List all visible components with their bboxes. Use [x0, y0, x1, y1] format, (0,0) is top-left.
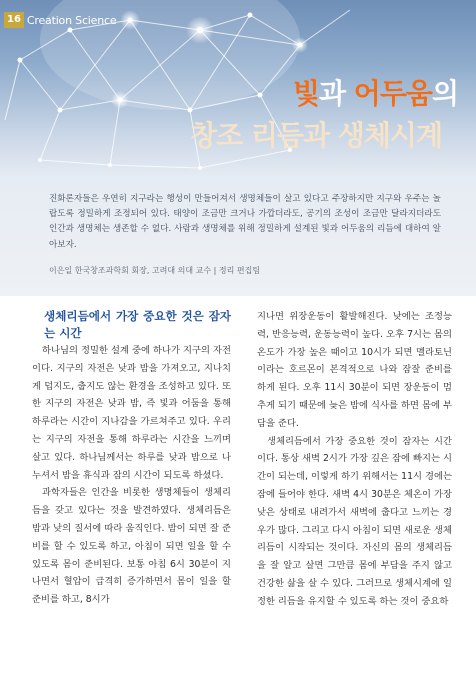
- title-word-darkness: 어두움: [353, 77, 432, 110]
- title-word-light: 빛: [292, 77, 319, 110]
- article-column-left: [32, 308, 231, 609]
- intro-text: 진화론자들은 우연히 지구라는 행성이 만들어져서 생명체들이 살고 있다고 주장하지만 지구와 우주는 놀랍도록 정밀하게 조정되어 있다. 태양이 조금만 크거나 가깝더라도, 공기의 조성이 조금만 달라지더라도 인간과 생명체는 생존할 수 없다. 사람과 생명체를 위해 정밀하게 설계된 빛과 어두움의 리듬에 대하여 알아보자.: [49, 194, 441, 250]
- title-particle: 의: [431, 77, 458, 110]
- author-credit: 이은일 한국창조과학회 회장, 고려대 의대 교수 | 정리 편집팀: [49, 266, 261, 275]
- article-paragraph: 생체리듬에서 가장 중요한 것이 잠자는 시간이다. 통상 새벽 2시가 가장 깊은 잠에 빠지는 시간이 되는데, 이렇게 하기 위해서는 11시 경에는 잠에 들어야 한다. 새벽 4시 30분은 체온이 가장 낮은 상태로 내려가서 새벽에 춥다고 느끼는 경우가 많다. 그리고 다시 아침이 되면 새로운 생체리듬이 시작되는 것이다. 자신의 몸의 생체리듬을 잘 알고 살면 그만큼 몸에 부담을 주지 않고 건강한 삶을 살 수 있다. 그러므로 생체시계에 일정한 리듬을 유지할 수 있도록 하는 것이 중요하: [257, 435, 452, 607]
- section-tag: [4, 12, 116, 28]
- title-connector-and: 과: [318, 77, 354, 110]
- article-subheading: 생체리듬에서 가장 중요한 것은 잠자는 시간: [44, 309, 231, 340]
- hero-banner: [0, 0, 476, 178]
- section-label: Creation Science: [26, 13, 117, 27]
- article-paragraph: 과학자들은 인간을 비롯한 생명체들이 생체리듬을 갖고 있다는 것을 발견하였다. 생체리듬은 밤과 낮의 질서에 따라 움직인다. 밤이 되면 잘 준비를 할 수 있도록 하고, 아침이 되면 일을 할 수 있도록 몸이 준비된다. 보통 아침 6시 30분이 지나면서 혈압이 급격히 증가하면서 몸이 일을 할 준비를 하고, 8시가: [32, 487, 231, 606]
- article-paragraph: 지나면 위장운동이 활발해진다. 낮에는 조정능력, 반응능력, 운동능력이 높다. 오후 7시는 몸의 온도가 가장 높은 때이고 10시가 되면 멜라토닌이라는 호르몬이 본격적으로 나와 잠잘 준비를 하게 된다. 오후 11시 30분이 되면 장운동이 멈추게 되기 때문에 늦은 밤에 식사를 하면 몸에 부담을 준다.: [257, 311, 452, 429]
- title-line-2: 창조 리듬과 생체시계: [190, 119, 442, 152]
- article-paragraph: 하나님의 정밀한 설계 중에 하나가 지구의 자전이다. 지구의 자전은 낮과 밤을 가져오고, 지나치게 덥지도, 춥지도 않는 환경을 조성하고 있다. 또한 지구의 자전은 낮과 밤, 즉 빛과 어둠을 통해 하루라는 시간이 지나감을 가르쳐주고 있다. 우리는 지구의 자전을 통해 하루라는 시간을 느끼며 살고 있다. 하나님께서는 하루를 낮과 밤으로 나누셔서 밤을 휴식과 잠의 시간이 되도록 하셨다.: [32, 345, 231, 481]
- title-line-1: [293, 72, 458, 112]
- page-number: 16: [4, 12, 24, 28]
- article-column-right: [257, 308, 452, 611]
- intro-box: [0, 178, 476, 296]
